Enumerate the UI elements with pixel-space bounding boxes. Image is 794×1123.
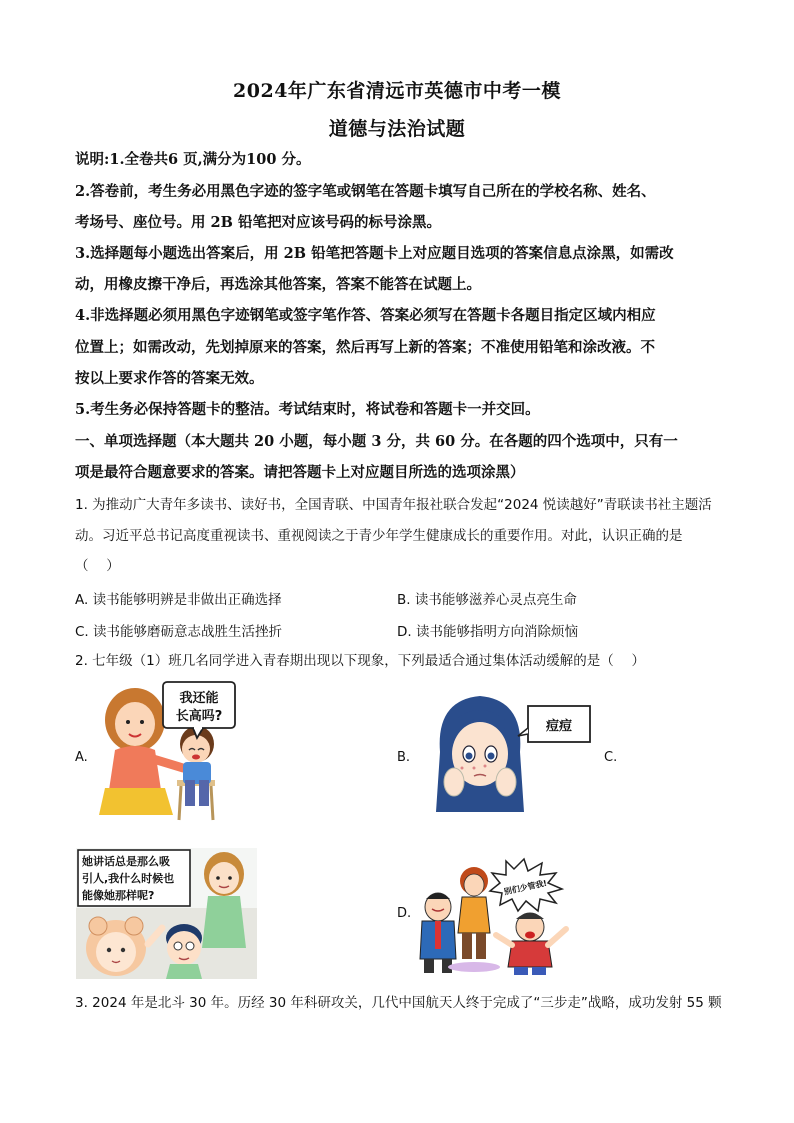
bubble-a-line2: 长高吗? — [175, 709, 223, 724]
bubble-b: 痘痘 — [545, 719, 573, 734]
q2-illustration-d — [414, 855, 594, 977]
instruction-line: 考场号、座位号。用 2B 铅笔把对应该号码的标号涂黑。 — [75, 214, 441, 231]
question-1-text: （ ） — [75, 558, 120, 574]
question-1-text: 动。习近平总书记高度重视读书、重视阅读之于青少年学生健康成长的重要作用。对此，认识正确的是 — [75, 528, 683, 544]
instruction-line: 按以上要求作答的答案无效。 — [75, 370, 264, 387]
bubble-a-line1: 我还能 — [179, 691, 219, 706]
bubble-c-line2: 引人,我什么时候也 — [82, 872, 175, 885]
q1-option-c: C. 读书能够磨砺意志战胜生活挫折 — [75, 624, 283, 640]
question-2-text: 2. 七年级（1）班几名同学进入青春期出现以下现象，下列最适合通过集体活动缓解的是（ ） — [75, 653, 646, 669]
section-heading: 一、单项选择题（本大题共 20 小题，每小题 3 分，共 60 分。在各题的四个选项中，只有一 — [75, 433, 678, 450]
q2-label-b: B. — [397, 750, 411, 765]
q2-illustration-b — [432, 692, 594, 814]
q1-option-a: A. 读书能够明辨是非做出正确选择 — [75, 592, 282, 608]
q1-option-d: D. 读书能够指明方向消除烦恼 — [397, 624, 578, 640]
section-heading: 项是最符合题意要求的答案。请把答题卡上对应题目所选的选项涂黑） — [75, 464, 525, 481]
q2-illustration-a — [95, 680, 255, 828]
bubble-c-line1: 她讲话总是那么吸 — [82, 855, 170, 868]
q2-label-d: D. — [397, 906, 412, 921]
instruction-line: 4.非选择题必须用黑色字迹钢笔或签字笔作答、答案必须写在答题卡各题目指定区域内相应 — [75, 307, 656, 324]
instruction-line: 位置上；如需改动，先划掉原来的答案，然后再写上新的答案；不准使用铅笔和涂改液。不 — [75, 339, 655, 356]
bubble-d: 别们少管我! — [503, 878, 548, 897]
instruction-line: 5.考生务必保持答题卡的整洁。考试结束时，将试卷和答题卡一并交回。 — [75, 401, 540, 418]
question-3-text: 3. 2024 年是北斗 30 年。历经 30 年科研攻关，几代中国航天人终于完成了“三步走”战略，成功发射 55 颗 — [75, 995, 722, 1011]
instruction-line: 2.答卷前，考生务必用黑色字迹的签字笔或钢笔在答题卡填写自己所在的学校名称、姓名、 — [75, 183, 656, 200]
instruction-line: 3.选择题每小题选出答案后，用 2B 铅笔把答题卡上对应题目选项的答案信息点涂黑，如需改 — [75, 245, 674, 262]
q1-option-b: B. 读书能够滋养心灵点亮生命 — [397, 592, 577, 608]
exam-subject: 道德与法治试题 — [328, 118, 466, 140]
q2-illustration-c — [76, 848, 257, 979]
bubble-c-line3: 能像她那样呢? — [82, 889, 155, 902]
question-1-text: 1. 为推动广大青年多读书、读好书，全国青联、中国青年报社联合发起“2024 悦读越好”青联读书社主题活 — [75, 497, 712, 513]
instruction-line: 动，用橡皮擦干净后，再选涂其他答案，答案不能答在试题上。 — [75, 276, 481, 293]
instruction-line: 说明:1.全卷共6 页,满分为100 分。 — [75, 151, 311, 168]
q2-label-c: C. — [604, 750, 618, 765]
exam-title: 2024年广东省清远市英德市中考一模 — [233, 80, 561, 102]
q2-label-a: A. — [75, 750, 88, 765]
